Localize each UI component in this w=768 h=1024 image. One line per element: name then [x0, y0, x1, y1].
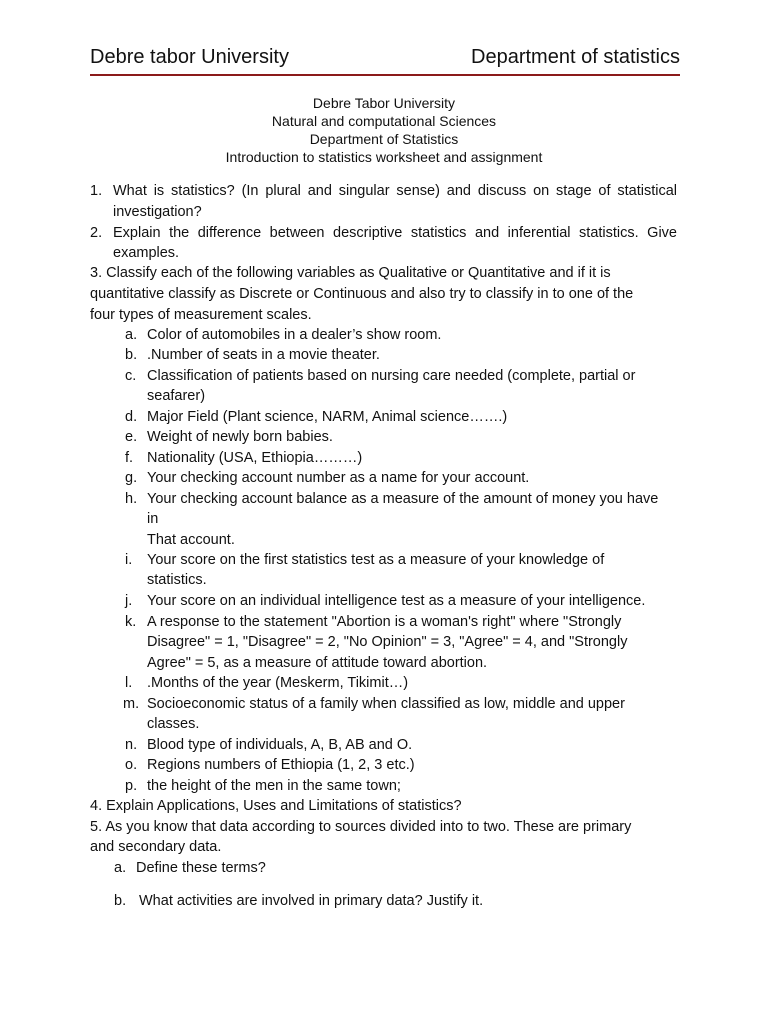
q3-item-h-text: Your checking account balance as a measure of the amount of money you have: [147, 491, 659, 507]
q3-item-f-marker: f.: [125, 450, 134, 466]
q3-item-l-text: .Months of the year (Meskerm, Tikimit…): [147, 675, 409, 691]
q3-item-m-marker: m.: [123, 696, 140, 712]
page-header: [90, 44, 680, 76]
q3-item-a-marker: a.: [125, 327, 138, 343]
title-faculty: Natural and computational Sciences: [271, 113, 497, 129]
header-university: Debre tabor University: [90, 46, 289, 68]
q1-line-1: What is statistics? (In plural and singular sense) and discuss on stage of statistical: [113, 183, 677, 199]
q3-item-n-marker: n.: [125, 737, 138, 753]
q3-item-c-text: Classification of patients based on nursing care needed (complete, partial or: [147, 368, 636, 384]
q5-line-2: and secondary data.: [90, 839, 222, 855]
q5-item-b-text: What activities are involved in primary data? Justify it.: [139, 893, 484, 909]
q3-item-b-marker: b.: [125, 347, 138, 363]
q3-item-i-text-cont: statistics.: [147, 572, 207, 588]
q3-item-g-marker: g.: [125, 470, 138, 486]
q1-line-2: investigation?: [113, 204, 202, 220]
q3-item-i-text: Your score on the first statistics test as a measure of your knowledge of: [147, 552, 605, 568]
q5-item-a-marker: a.: [114, 860, 127, 876]
q2-line-2: examples.: [113, 245, 180, 261]
q1-number: 1.: [90, 183, 103, 199]
q2-line-1: Explain the difference between descriptive statistics and inferential statistics. Give: [113, 225, 677, 241]
title-university: Debre Tabor University: [312, 95, 456, 111]
q3-item-o-text: Regions numbers of Ethiopia (1, 2, 3 etc.): [147, 757, 415, 773]
q3-item-e-text: Weight of newly born babies.: [147, 429, 333, 445]
q3-line-2: quantitative classify as Discrete or Continuous and also try to classify in to one of the: [90, 286, 634, 302]
q3-item-b-text: .Number of seats in a movie theater.: [147, 347, 380, 363]
q3-item-m-text: Socioeconomic status of a family when classified as low, middle and upper: [147, 696, 625, 712]
q2-number: 2.: [90, 225, 103, 241]
q3-item-p-text: the height of the men in the same town;: [147, 778, 401, 794]
q3-item-m-text-cont: classes.: [147, 716, 200, 732]
q3-line-1: 3. Classify each of the following variables as Qualitative or Quantitative and if it is: [90, 265, 611, 281]
q3-item-h-marker: h.: [125, 491, 138, 507]
q5-line-1: 5. As you know that data according to sources divided into to two. These are primary: [90, 819, 632, 835]
title-department: Department of Statistics: [309, 131, 459, 147]
q3-item-k-text-cont-2: Agree" = 5, as a measure of attitude toward abortion.: [147, 655, 488, 671]
q3-item-n-text: Blood type of individuals, A, B, AB and O.: [147, 737, 413, 753]
q4-line-1: 4. Explain Applications, Uses and Limitations of statistics?: [90, 798, 462, 814]
q3-item-g-text: Your checking account number as a name for your account.: [147, 470, 530, 486]
q3-item-l-marker: l.: [125, 675, 133, 691]
q3-item-e-marker: e.: [125, 429, 138, 445]
q3-item-k-text: A response to the statement "Abortion is a woman's right" where "Strongly: [147, 614, 622, 630]
q5-item-b-marker: b.: [114, 893, 127, 909]
q3-item-i-marker: i.: [125, 552, 133, 568]
title-worksheet: Introduction to statistics worksheet and assignment: [225, 149, 543, 165]
q3-item-h-text-cont-2: That account.: [147, 532, 235, 548]
q3-item-j-marker: j.: [125, 593, 133, 609]
q3-item-j-text: Your score on an individual intelligence test as a measure of your intelligence.: [147, 593, 646, 609]
q3-item-f-text: Nationality (USA, Ethiopia………): [147, 450, 363, 466]
q3-item-a-text: Color of automobiles in a dealer’s show room.: [147, 327, 442, 343]
q3-item-c-text-cont: seafarer): [147, 388, 206, 404]
q3-item-k-marker: k.: [125, 614, 137, 630]
q3-item-p-marker: p.: [125, 778, 138, 794]
q3-line-3: four types of measurement scales.: [90, 307, 312, 323]
q3-item-h-text-cont: in: [147, 511, 159, 527]
q3-item-d-marker: d.: [125, 409, 138, 425]
q3-item-o-marker: o.: [125, 757, 138, 773]
q3-item-d-text: Major Field (Plant science, NARM, Animal science…….): [147, 409, 508, 425]
header-department: Department of statistics: [471, 46, 680, 68]
q5-item-a-text: Define these terms?: [136, 860, 266, 876]
q3-item-k-text-cont: Disagree" = 1, "Disagree" = 2, "No Opinion" = 3, "Agree" = 4, and "Strongly: [147, 634, 628, 650]
q3-item-c-marker: c.: [125, 368, 137, 384]
